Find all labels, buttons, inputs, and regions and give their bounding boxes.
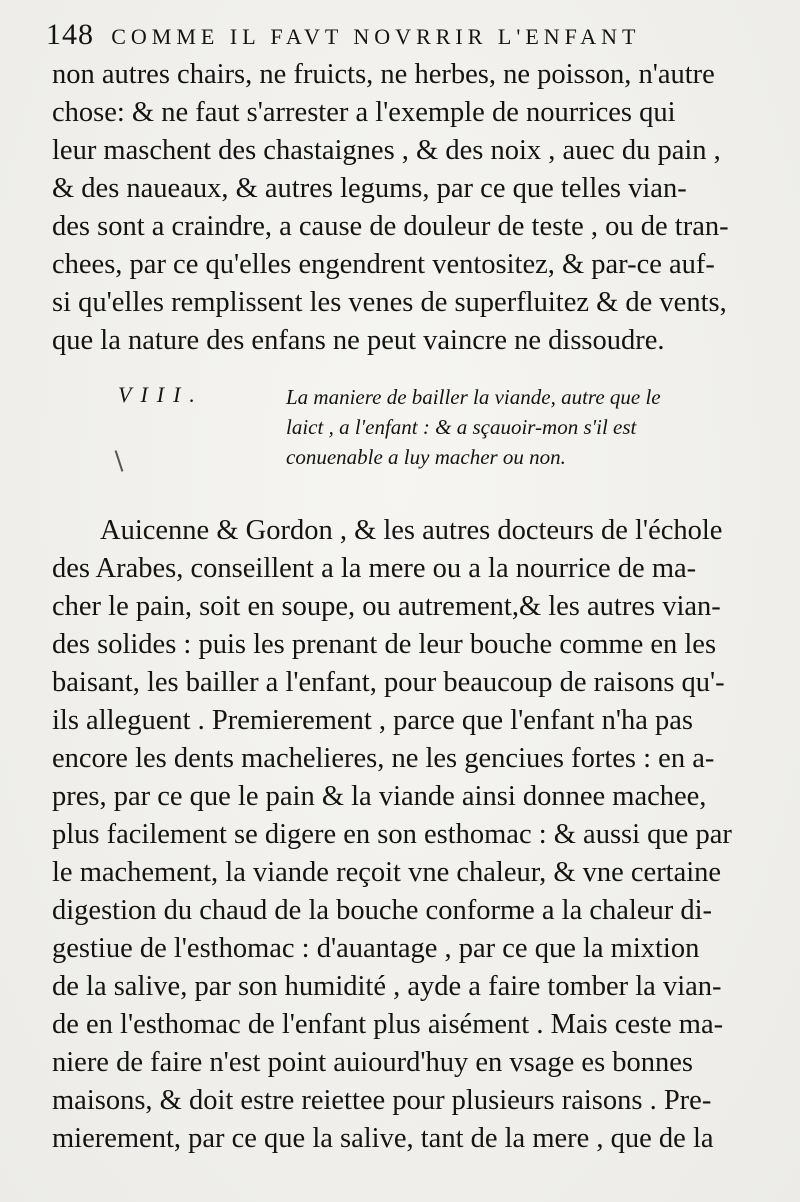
paragraph-2 — [52, 512, 772, 1158]
text-line: le machement, la viande reçoit vne chaleur, & vne certaine — [52, 857, 722, 888]
text-line: si qu'elles remplissent les venes de superfluitez & de vents, — [52, 287, 727, 318]
text-line: chees, par ce qu'elles engendrent ventositez, & par-ce auf- — [52, 249, 715, 280]
text-line: maisons, & doit estre reiettee pour plusieurs raisons . Pre- — [52, 1085, 712, 1116]
text-line: digestion du chaud de la bouche conforme a la chaleur di- — [52, 895, 712, 926]
text-line: ils alleguent . Premierement , parce que l'enfant n'ha pas — [52, 705, 693, 736]
running-title: COMME IL FAVT NOVRRIR L'ENFANT — [111, 24, 641, 49]
text-line: pres, par ce que le pain & la viande ainsi donnee machee, — [52, 781, 707, 812]
text-line: de en l'esthomac de l'enfant plus aisément . Mais ceste ma- — [52, 1009, 724, 1040]
section-heading — [118, 382, 778, 482]
text-line: des solides : puis les prenant de leur bouche comme en les — [52, 629, 717, 660]
text-line: gestiue de l'esthomac : d'auantage , par ce que la mixtion — [52, 933, 700, 964]
section-caption — [286, 382, 661, 472]
text-line: cher le pain, soit en soupe, ou autrement,& les autres vian- — [52, 591, 721, 622]
text-line: leur maschent des chastaignes , & des noix , auec du pain , — [52, 135, 721, 166]
text-line: de la salive, par son humidité , ayde a faire tomber la vian- — [52, 971, 722, 1002]
text-line: mierement, par ce que la salive, tant de la mere , que de la — [52, 1123, 714, 1154]
text-line: Auicenne & Gordon , & les autres docteurs de l'échole — [100, 515, 723, 546]
text-line: niere de faire n'est point auiourd'huy en vsage es bonnes — [52, 1047, 694, 1078]
caption-line: laict , a l'enfant : & a sçauoir-mon s'il est — [286, 415, 637, 439]
text-line: non autres chairs, ne fruicts, ne herbes, ne poisson, n'autre — [52, 59, 715, 90]
text-line: chose: & ne faut s'arrester a l'exemple de nourrices qui — [52, 97, 676, 128]
caption-line: La maniere de bailler la viande, autre que le — [286, 385, 661, 409]
running-head — [46, 18, 786, 52]
text-line: encore les dents machelieres, ne les genciues fortes : en a- — [52, 743, 715, 774]
text-line: plus facilement se digere en son esthomac : & aussi que par — [52, 819, 732, 850]
text-line: des Arabes, conseillent a la mere ou a la nourrice de ma- — [52, 553, 697, 584]
caption-line: conuenable a luy macher ou non. — [286, 445, 566, 469]
text-line: & des naueaux, & autres legums, par ce que telles vian- — [52, 173, 687, 204]
page-number: 148 — [46, 18, 94, 51]
text-line: que la nature des enfans ne peut vaincre ne dissoudre. — [52, 325, 665, 356]
paragraph-1 — [52, 56, 772, 360]
text-line: des sont a craindre, a cause de douleur de teste , ou de tran- — [52, 211, 729, 242]
section-number: VIII. — [118, 382, 204, 407]
text-line: baisant, les bailler a l'enfant, pour beaucoup de raisons qu'- — [52, 667, 725, 698]
